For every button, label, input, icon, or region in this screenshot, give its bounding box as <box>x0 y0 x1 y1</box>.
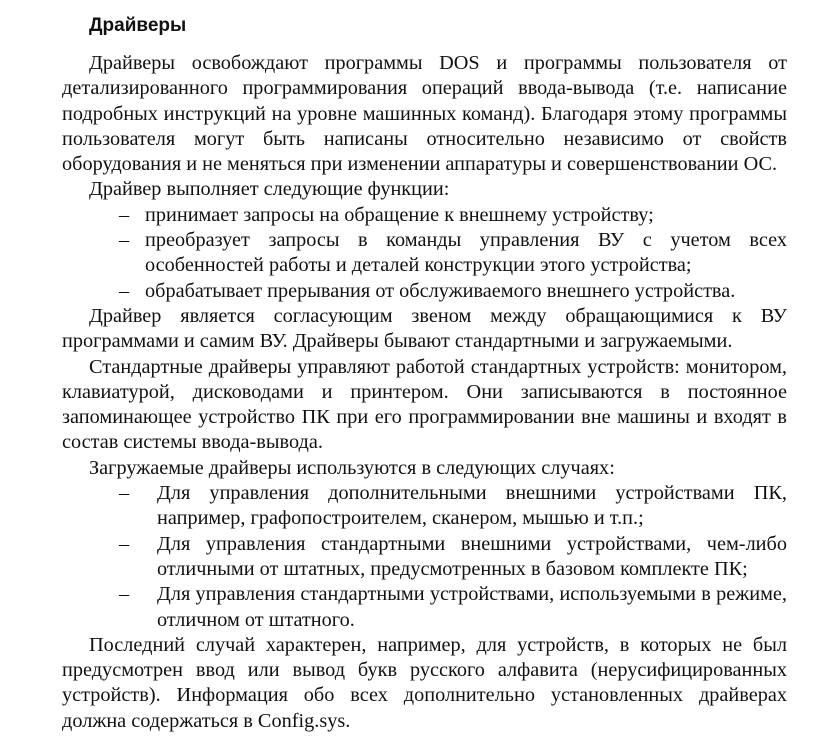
paragraph-functions-lead: Драйвер выполняет следующие функции: <box>89 178 450 201</box>
paragraph-last-case: Последний случай характерен, например, для устройств, в которых не был предусмотрен ввод или вывод букв русского алфавита (нерусифицированных устройств). Информация обо всех дополнительно установленных драйверах должна содержаться в Config.sys. <box>62 633 787 732</box>
list-item <box>62 532 787 583</box>
list-item <box>62 228 787 279</box>
dash-marker: – <box>119 583 130 606</box>
paragraph-role: Драйвер является согласующим звеном между обращающимися к ВУ программами и самим ВУ. Драйверы бывают стандартными и загружаемыми. <box>62 304 787 353</box>
list-item-text: Для управления стандартными внешними устройствами, чем-либо отличными от штатных, предусмотренных в базовом комплекте ПК; <box>157 532 787 580</box>
cases-list <box>62 481 787 633</box>
list-item <box>62 582 787 633</box>
dash-marker: – <box>119 482 130 505</box>
paragraph-standard-drivers: Стандартные драйверы управляют работой стандартных устройств: монитором, клавиатурой, дисководами и принтером. Они записываются в постоянное запоминающее устройство ПК при его программировании вне машины и входят в состав системы ввода-вывода. <box>62 355 787 454</box>
list-item-text: Для управления дополнительными внешними устройствами ПК, например, графопостроителем, сканером, мышью и т.п.; <box>157 482 787 530</box>
dash-marker: – <box>119 203 130 226</box>
dash-marker: – <box>119 229 130 252</box>
list-item-text: Для управления стандартными устройствами, используемыми в режиме, отличном от штатного. <box>157 583 787 631</box>
section-heading: Драйверы <box>89 15 187 36</box>
list-item <box>62 279 787 304</box>
list-item-text: обрабатывает прерывания от обслуживаемого внешнего устройства. <box>145 279 736 302</box>
list-item-text: принимает запросы на обращение к внешнему устройству; <box>145 203 654 226</box>
dash-marker: – <box>119 279 130 302</box>
list-item-text: преобразует запросы в команды управления ВУ с учетом всех особенностей работы и деталей конструкции этого устройства; <box>145 229 787 277</box>
list-item <box>62 203 787 228</box>
dash-marker: – <box>119 532 130 555</box>
paragraph-loadable-lead: Загружаемые драйверы используются в следующих случаях: <box>89 456 615 479</box>
document-page <box>62 14 787 734</box>
functions-list <box>62 203 787 304</box>
paragraph-intro: Драйверы освобождают программы DOS и программы пользователя от детализированного программирования операций ввода-вывода (т.е. написание подробных инструкций на уровне машинных команд). Благодаря этому программы пользователя могут быть написаны относительно независимо от свойств оборудования и не меняться при изменении аппаратуры и совершенствовании ОС. <box>62 52 787 176</box>
list-item <box>62 481 787 532</box>
